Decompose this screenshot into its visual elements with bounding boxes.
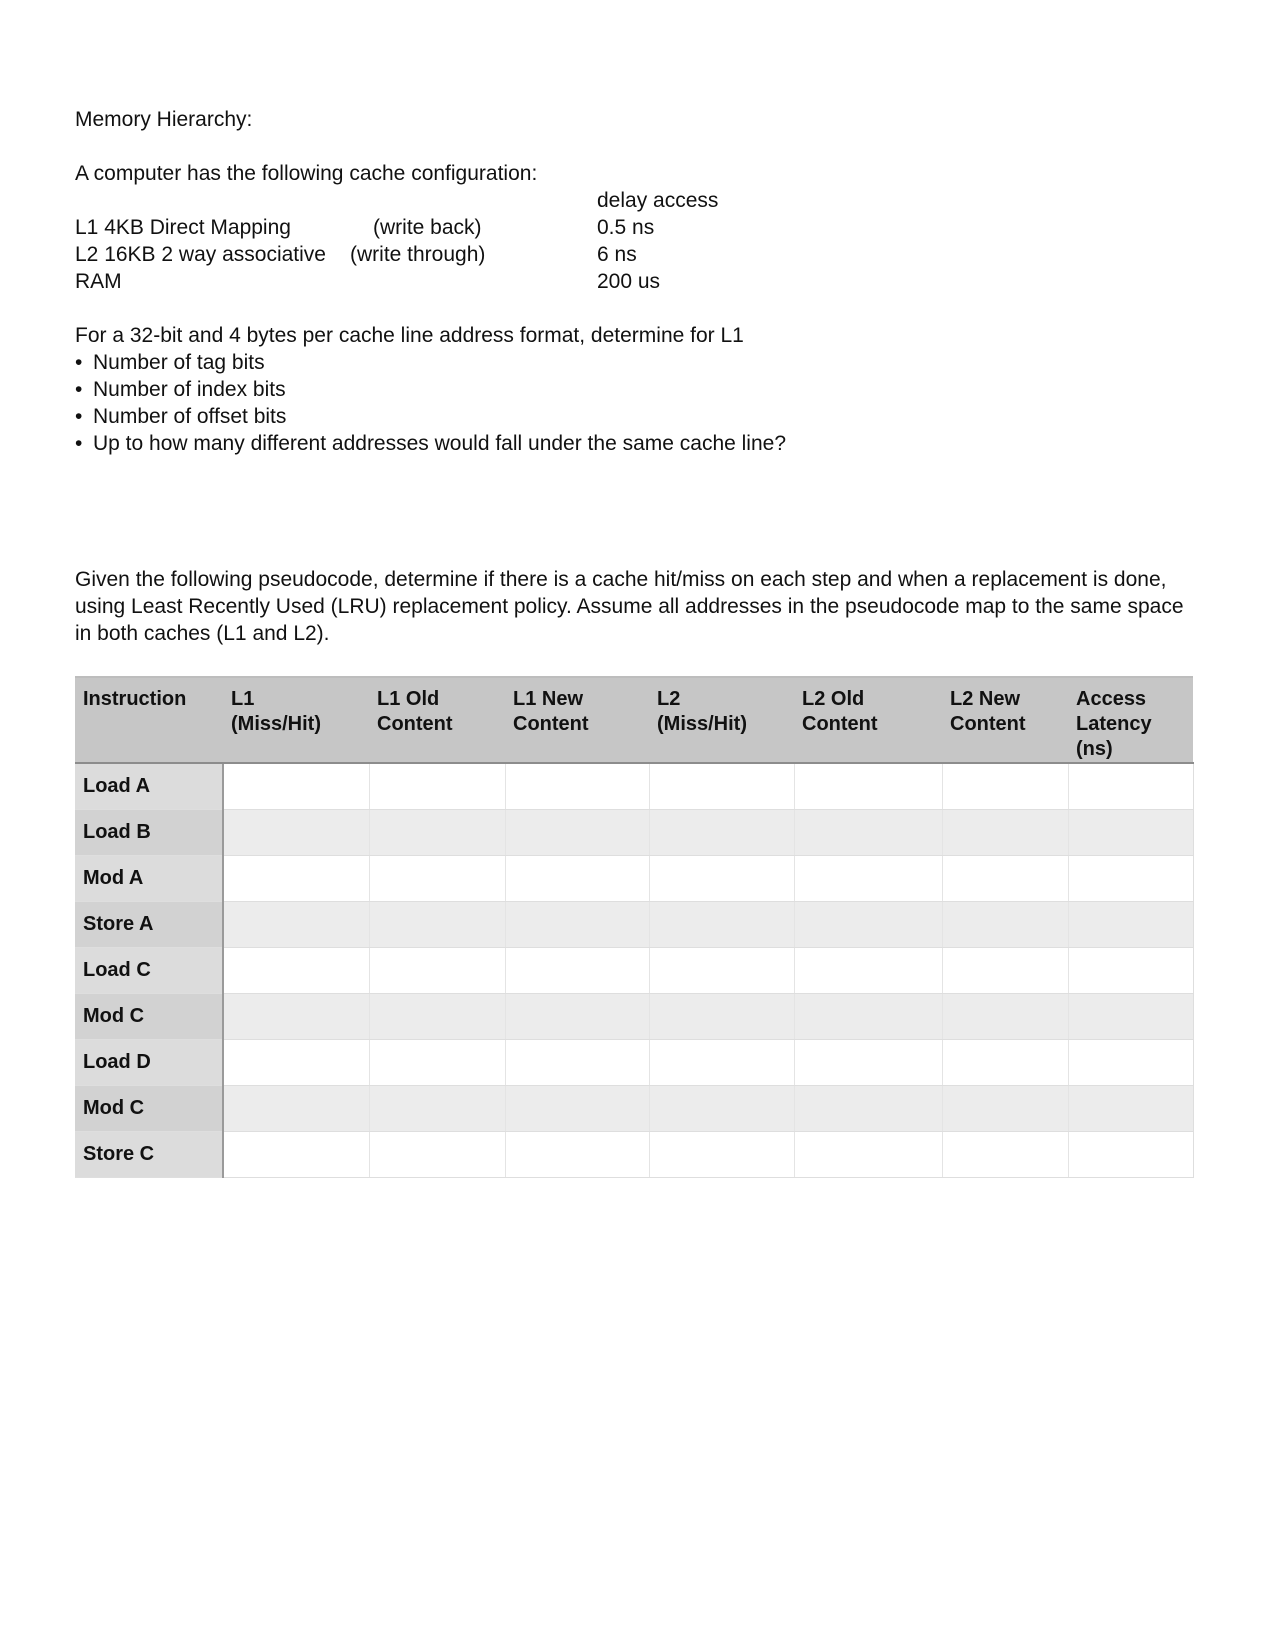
config-l1-delay: 0.5 ns: [597, 216, 655, 239]
list-item-text: Number of offset bits: [93, 405, 287, 428]
row-instruction: Load A: [75, 763, 223, 809]
config-l2-name: L2 16KB 2 way associative: [75, 243, 326, 266]
table-row: [75, 901, 1193, 947]
cell-l2-new-content[interactable]: [942, 947, 1068, 993]
cell-l1-miss-hit[interactable]: [223, 809, 369, 855]
cell-l1-old-content[interactable]: [369, 901, 505, 947]
config-l1-name: L1 4KB Direct Mapping: [75, 216, 291, 239]
cell-l2-new-content[interactable]: [942, 809, 1068, 855]
cell-l2-new-content[interactable]: [942, 1039, 1068, 1085]
header-l1-new-content: L1 New Content: [505, 677, 649, 763]
cell-l1-old-content[interactable]: [369, 1085, 505, 1131]
list-item-text: Number of index bits: [93, 378, 286, 401]
question1-list: [75, 349, 786, 457]
cell-access-latency[interactable]: [1068, 763, 1193, 809]
cell-l2-new-content[interactable]: [942, 1131, 1068, 1177]
cell-l1-old-content[interactable]: [369, 855, 505, 901]
table-row: [75, 1039, 1193, 1085]
list-item: [75, 403, 786, 430]
cell-l1-miss-hit[interactable]: [223, 1039, 369, 1085]
header-l1-old-content: L1 Old Content: [369, 677, 505, 763]
table-row: [75, 1085, 1193, 1131]
cell-l1-miss-hit[interactable]: [223, 1085, 369, 1131]
config-ram-name: RAM: [75, 270, 122, 293]
page-heading: Memory Hierarchy:: [75, 108, 253, 131]
list-item: [75, 430, 786, 457]
cell-l1-old-content[interactable]: [369, 763, 505, 809]
table-row: [75, 809, 1193, 855]
cell-l2-old-content[interactable]: [794, 1039, 942, 1085]
cell-l2-miss-hit[interactable]: [649, 993, 794, 1039]
cell-l2-miss-hit[interactable]: [649, 901, 794, 947]
cell-l1-new-content[interactable]: [505, 809, 649, 855]
cell-l2-old-content[interactable]: [794, 947, 942, 993]
row-instruction: Load B: [75, 809, 223, 855]
cell-l2-old-content[interactable]: [794, 993, 942, 1039]
list-item-text: Up to how many different addresses would fall under the same cache line?: [93, 432, 787, 455]
bullet-icon: •: [75, 351, 83, 374]
header-instruction: Instruction: [75, 677, 223, 763]
cell-access-latency[interactable]: [1068, 1131, 1193, 1177]
cell-access-latency[interactable]: [1068, 993, 1193, 1039]
cell-l2-miss-hit[interactable]: [649, 947, 794, 993]
cell-l1-new-content[interactable]: [505, 1131, 649, 1177]
cell-l2-old-content[interactable]: [794, 901, 942, 947]
header-l1-miss-hit: L1 (Miss/Hit): [223, 677, 369, 763]
cell-l1-new-content[interactable]: [505, 993, 649, 1039]
row-instruction: Load D: [75, 1039, 223, 1085]
intro-text: A computer has the following cache configuration:: [75, 162, 538, 185]
bullet-icon: •: [75, 432, 83, 455]
row-instruction: Store A: [75, 901, 223, 947]
cell-l1-miss-hit[interactable]: [223, 855, 369, 901]
cell-l2-old-content[interactable]: [794, 809, 942, 855]
cell-access-latency[interactable]: [1068, 809, 1193, 855]
cell-access-latency[interactable]: [1068, 947, 1193, 993]
header-l2-old-content: L2 Old Content: [794, 677, 942, 763]
cell-l2-miss-hit[interactable]: [649, 763, 794, 809]
cell-l2-new-content[interactable]: [942, 901, 1068, 947]
bullet-icon: •: [75, 405, 83, 428]
cell-l2-old-content[interactable]: [794, 1131, 942, 1177]
cell-l1-old-content[interactable]: [369, 947, 505, 993]
cell-l1-new-content[interactable]: [505, 1039, 649, 1085]
cell-l2-miss-hit[interactable]: [649, 809, 794, 855]
cell-l1-new-content[interactable]: [505, 855, 649, 901]
cell-access-latency[interactable]: [1068, 901, 1193, 947]
table-row: [75, 947, 1193, 993]
cell-l1-new-content[interactable]: [505, 763, 649, 809]
config-ram-delay: 200 us: [597, 270, 661, 293]
header-l2-miss-hit: L2 (Miss/Hit): [649, 677, 794, 763]
cell-l1-miss-hit[interactable]: [223, 763, 369, 809]
cell-l2-miss-hit[interactable]: [649, 1039, 794, 1085]
cell-l1-old-content[interactable]: [369, 809, 505, 855]
list-item-text: Number of tag bits: [93, 351, 265, 374]
cache-table: [75, 676, 1194, 1178]
config-l1-policy: (write back): [373, 216, 482, 239]
cell-l1-miss-hit[interactable]: [223, 947, 369, 993]
cell-l1-new-content[interactable]: [505, 1085, 649, 1131]
table-row: [75, 763, 1193, 809]
cell-l2-miss-hit[interactable]: [649, 1085, 794, 1131]
cell-l1-new-content[interactable]: [505, 901, 649, 947]
row-instruction: Load C: [75, 947, 223, 993]
cell-l2-miss-hit[interactable]: [649, 1131, 794, 1177]
question1-prompt: For a 32-bit and 4 bytes per cache line address format, determine for L1: [75, 324, 744, 347]
bullet-icon: •: [75, 378, 83, 401]
table-row: [75, 1131, 1193, 1177]
table-header-row: [75, 677, 1193, 763]
table-row: [75, 993, 1193, 1039]
row-instruction: Mod C: [75, 1085, 223, 1131]
cell-l1-old-content[interactable]: [369, 1039, 505, 1085]
header-l2-new-content: L2 New Content: [942, 677, 1068, 763]
cell-access-latency[interactable]: [1068, 1039, 1193, 1085]
cell-access-latency[interactable]: [1068, 855, 1193, 901]
row-instruction: Mod C: [75, 993, 223, 1039]
table-row: [75, 855, 1193, 901]
cell-l2-new-content[interactable]: [942, 993, 1068, 1039]
cell-l2-old-content[interactable]: [794, 1085, 942, 1131]
cell-l2-new-content[interactable]: [942, 763, 1068, 809]
row-instruction: Store C: [75, 1131, 223, 1177]
row-instruction: Mod A: [75, 855, 223, 901]
cell-l1-miss-hit[interactable]: [223, 901, 369, 947]
cell-l1-new-content[interactable]: [505, 947, 649, 993]
cell-l2-old-content[interactable]: [794, 855, 942, 901]
delay-header: delay access: [597, 189, 719, 212]
cell-access-latency[interactable]: [1068, 1085, 1193, 1131]
config-l2-delay: 6 ns: [597, 243, 637, 266]
header-access-latency: Access Latency (ns): [1068, 677, 1193, 763]
cell-l1-old-content[interactable]: [369, 993, 505, 1039]
question2-text: Given the following pseudocode, determine if there is a cache hit/miss on each step and when a replacement is done, using Least Recently Used (LRU) replacement policy. Assume all addresses in the pseudocode map to the same space in both caches (L1 and L2).: [75, 568, 1184, 645]
cell-l1-miss-hit[interactable]: [223, 1131, 369, 1177]
list-item: [75, 349, 786, 376]
config-l2-policy: (write through): [350, 243, 486, 266]
cell-l2-new-content[interactable]: [942, 855, 1068, 901]
cell-l2-old-content[interactable]: [794, 763, 942, 809]
cell-l2-miss-hit[interactable]: [649, 855, 794, 901]
cell-l2-new-content[interactable]: [942, 1085, 1068, 1131]
cell-l1-miss-hit[interactable]: [223, 993, 369, 1039]
list-item: [75, 376, 786, 403]
cell-l1-old-content[interactable]: [369, 1131, 505, 1177]
